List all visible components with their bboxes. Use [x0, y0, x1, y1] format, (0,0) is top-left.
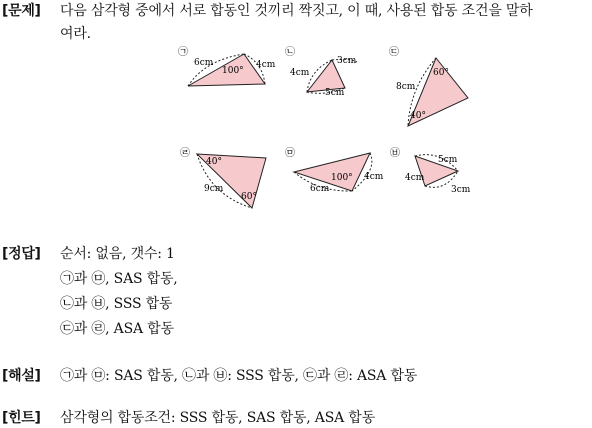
figure-2-label: ㉡	[285, 47, 295, 58]
figure-1-label: ㉠	[178, 47, 188, 58]
problem-tag: [문제]	[2, 3, 41, 19]
figure-2-value-2: 4cm	[290, 68, 310, 78]
figure-4-value-2: 9cm	[204, 184, 224, 194]
answer-line4: ㉢과 ㉣, ASA 합동	[60, 321, 174, 337]
figure-4-label: ㉣	[180, 148, 190, 159]
figure-1	[178, 46, 276, 86]
figure-5	[285, 147, 384, 194]
figure-4	[180, 147, 266, 208]
figure-5-value-2: 6cm	[310, 184, 330, 194]
figure-5-value-1: 100°	[331, 173, 353, 183]
figure-6-value-2: 4cm	[405, 173, 425, 183]
figure-1-value-3: 4cm	[256, 60, 276, 70]
figure-6-value-3: 3cm	[451, 185, 471, 195]
figure-3	[389, 46, 468, 126]
figure-2-value-3: 5cm	[325, 88, 345, 98]
figure-6	[390, 147, 471, 195]
figure-4-value-1: 40°	[206, 157, 222, 167]
figure-6-value-1: 5cm	[438, 155, 458, 165]
figure-5-label: ㉤	[285, 148, 295, 159]
hint-line1: 삼각형의 합동조건: SSS 합동, SAS 합동, ASA 합동	[60, 410, 375, 426]
answer-line2: ㉠과 ㉤, SAS 합동,	[60, 271, 178, 287]
figure-3-label: ㉢	[389, 47, 399, 58]
explanation-tag: [해설]	[2, 368, 41, 384]
answer-line3: ㉡과 ㉥, SSS 합동	[60, 296, 173, 312]
answer-tag: [정답]	[2, 246, 41, 262]
figure-3-value-1: 60°	[433, 68, 449, 78]
problem-text-line2: 여라.	[60, 26, 91, 42]
hint-tag: [힌트]	[2, 410, 41, 426]
figure-3-value-3: 40°	[410, 111, 426, 121]
figure-4-value-3: 60°	[241, 192, 257, 202]
figure-1-value-1: 6cm	[194, 58, 214, 68]
figure-5-value-3: 4cm	[364, 172, 384, 182]
figure-2	[285, 46, 357, 98]
figure-6-label: ㉥	[390, 148, 400, 159]
explanation-line1: ㉠과 ㉤: SAS 합동, ㉡과 ㉥: SSS 합동, ㉢과 ㉣: ASA 합동	[60, 368, 418, 384]
figure-2-value-1: 3cm	[337, 56, 357, 66]
figure-3-value-2: 8cm	[396, 82, 416, 92]
figure-1-value-2: 100°	[222, 66, 244, 76]
problem-text-line1: 다음 삼각형 중에서 서로 합동인 것끼리 짝짓고, 이 때, 사용된 합동 조건을 말하	[60, 3, 533, 19]
answer-line1: 순서: 없음, 갯수: 1	[60, 246, 175, 262]
